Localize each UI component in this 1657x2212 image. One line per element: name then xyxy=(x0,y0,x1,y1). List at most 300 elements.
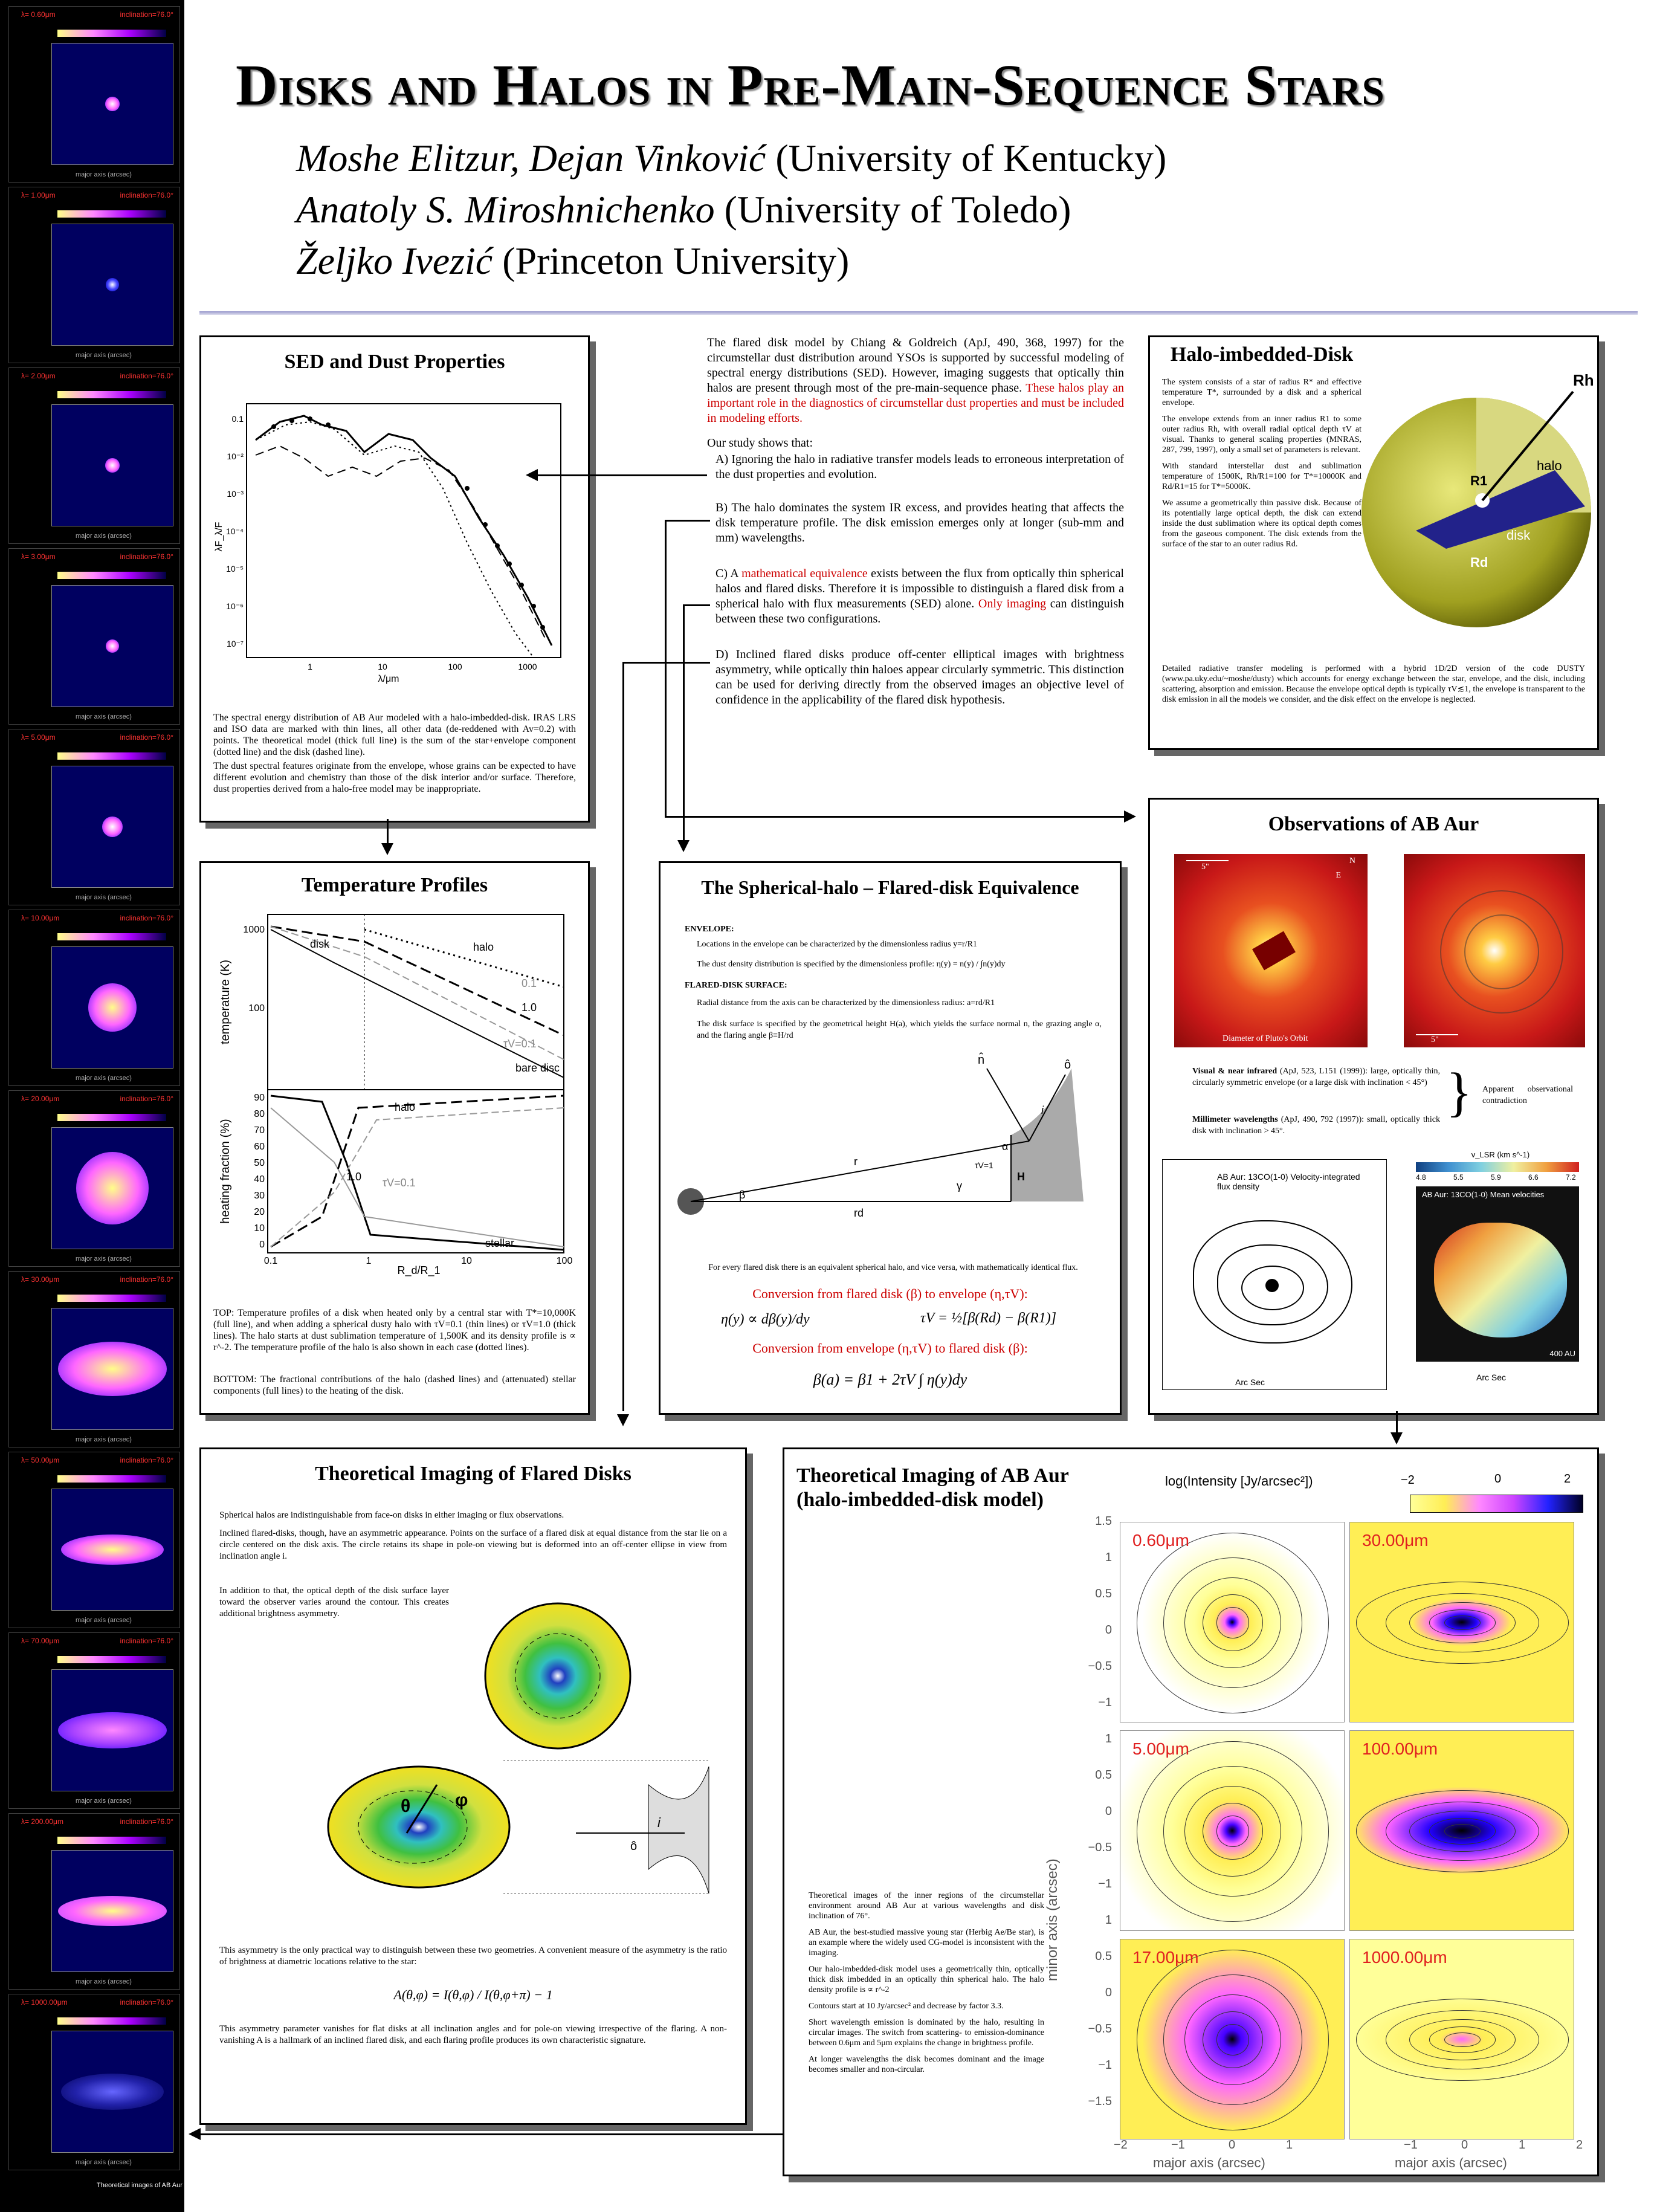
frame-inclination: inclination=76.0° xyxy=(120,1817,173,1826)
ytick: −1.5 xyxy=(1088,2095,1112,2108)
frame-lambda: λ= 20.00μm xyxy=(21,1095,60,1103)
frame-blob xyxy=(61,1534,164,1565)
frame-lambda: λ= 30.00μm xyxy=(21,1275,60,1284)
point-c-1: C) A xyxy=(715,567,742,580)
vlabel: v_LSR (km s^-1) xyxy=(1471,1150,1530,1159)
vis-heading: Visual & near infrared xyxy=(1192,1067,1277,1076)
sed-caption-1: The spectral energy distribution of AB Aur modeled with a halo-imbedded-disk. IRAS LRS and ISO data are marked with thin lines, all other data (de-reddened with Av=0.2) with points. The theoretical model (thick full line) is the sum of the star+envelope component (dotted line) and the disk (dashed line). xyxy=(213,713,576,757)
au-label: 400 AU xyxy=(1549,1349,1575,1358)
author-line-1 xyxy=(296,136,1166,181)
velocity-blob xyxy=(1434,1223,1567,1337)
inclined-disk xyxy=(328,1767,509,1887)
author-affil: (University of Kentucky) xyxy=(766,137,1167,179)
frame-xlabel: major axis (arcsec) xyxy=(76,171,132,178)
point-b: B) The halo dominates the system IR excess, and provides heating that affects the disk temperature profile. The disk emission emerges only at longer (sub-mm and mm) wavelengths. xyxy=(715,501,1124,545)
sed-xtick: 1000 xyxy=(518,662,537,671)
intro-lead: Our study shows that: xyxy=(707,436,813,450)
temp-axes-bottom xyxy=(268,1090,564,1253)
frame-blob xyxy=(106,639,119,653)
ytick: −0.5 xyxy=(1088,1660,1112,1673)
halo-p4: We assume a geometrically thin passive disk. Because of its potentially large optical depth, the disk can extend inside the dust sublimation where its optical depth comes from the gaseous component. The disk extends from the surface of the star to an outer radius Rd. xyxy=(1162,499,1361,549)
strip-frame xyxy=(8,367,180,544)
frame-lambda: λ= 0.60μm xyxy=(21,10,56,19)
temp-ytick: 0 xyxy=(259,1240,265,1250)
point-c-red2: Only imaging xyxy=(978,597,1047,610)
frame-blob xyxy=(61,2074,164,2110)
author-names: Željko Ivezić xyxy=(296,239,493,282)
ring-overlay-2 xyxy=(1440,890,1563,1014)
frame-xlabel: major axis (arcsec) xyxy=(76,1075,132,1082)
halo-p3: With standard interstellar dust and sublimation temperature of 1500K, Rh/R1=100 for T*=10000K and Rd/R1=15 for T*=5000K. xyxy=(1162,462,1361,491)
lbl-n: n̂ xyxy=(978,1053,985,1067)
halo-text xyxy=(1162,377,1361,549)
arrow-sed-to-temp xyxy=(387,819,389,846)
sed-ytick: 0.1 xyxy=(231,414,244,424)
disk-profile xyxy=(872,1069,1084,1201)
flared-p4: This asymmetry is the only practical way to distinguish between these two geometries. A convenient measure of the asymmetry is the ratio of brightness at diametric locations relative to the star: xyxy=(219,1945,727,1967)
frame-colorbar xyxy=(57,30,166,37)
frame-inclination: inclination=76.0° xyxy=(120,552,173,561)
cusp-profile xyxy=(648,1767,709,1893)
ytick: 0 xyxy=(1105,1986,1112,1999)
wavelength-label: 1000.00μm xyxy=(1362,1948,1447,1967)
ab-t1: Theoretical images of the inner regions of the circumstellar environment around AB Aur at various wavelengths and disk inclination of 76°. xyxy=(809,1891,1044,1921)
frame-xlabel: major axis (arcsec) xyxy=(76,1978,132,1985)
frame-colorbar xyxy=(57,1475,166,1483)
xtick: 1 xyxy=(1286,2138,1293,2152)
obs-image-2 xyxy=(1404,854,1585,1047)
frame-xlabel: major axis (arcsec) xyxy=(76,1436,132,1443)
frame-lambda: λ= 10.00μm xyxy=(21,914,60,922)
sed-ytick: 10⁻⁵ xyxy=(226,564,244,574)
cbar-label: log(Intensity [Jy/arcsec²]) xyxy=(1165,1473,1313,1489)
xtick: 2 xyxy=(1576,2138,1583,2152)
frame-image xyxy=(51,766,173,888)
contour-rings xyxy=(1350,1522,1574,1722)
lbl-r: r xyxy=(854,1156,858,1168)
frame-xlabel: major axis (arcsec) xyxy=(76,1617,132,1624)
xtick: 1 xyxy=(1519,2138,1526,2152)
author-affil: (Princeton University) xyxy=(493,239,850,282)
co-label-2: AB Aur: 13CO(1-0) Mean velocities xyxy=(1422,1190,1545,1199)
cbar-tick: 2 xyxy=(1564,1472,1571,1486)
velocity-tick: 4.8 xyxy=(1416,1173,1426,1182)
temp-ytick: 10 xyxy=(254,1223,265,1234)
co-velocity-plot xyxy=(1404,1150,1585,1392)
sed-ytick: 10⁻³ xyxy=(227,489,244,499)
sed-plot xyxy=(213,398,576,688)
wavelength-label: 100.00μm xyxy=(1362,1739,1438,1758)
author-names: Anatoly S. Miroshnichenko xyxy=(296,188,715,231)
obs-mm xyxy=(1192,1114,1440,1137)
frame-colorbar xyxy=(57,210,166,218)
frame-xlabel: major axis (arcsec) xyxy=(76,894,132,901)
scale-label: 5" xyxy=(1201,862,1209,872)
eq-2: β(a) = β1 + 2τV ∫ η(y)dy xyxy=(813,1371,967,1388)
strip-frame xyxy=(8,1994,180,2170)
velocity-tick: 5.5 xyxy=(1453,1173,1464,1182)
ytick: 1 xyxy=(1105,1913,1112,1927)
east-label: E xyxy=(1336,871,1341,880)
lbl-halo2: halo xyxy=(395,1101,416,1113)
frame-lambda: λ= 3.00μm xyxy=(21,552,56,561)
frame-image xyxy=(51,946,173,1069)
ab-t3: Our halo-imbedded-disk model uses a geometrically thin, optically thick disk imbedded in an optically thin spherical halo. The halo density profile is ∝ r^-2 xyxy=(809,1965,1044,1994)
equiv-text xyxy=(685,923,1102,1041)
strip-frame xyxy=(8,1632,180,1809)
halo-diagram xyxy=(1355,349,1594,664)
strip-frame xyxy=(8,910,180,1086)
frame-lambda: λ= 2.00μm xyxy=(21,372,56,380)
lbl-beta: β xyxy=(739,1189,746,1201)
env-2: The dust density distribution is specified by the dimensionless profile: η(y) = n(y) / ∫n(y)dy xyxy=(697,960,1006,969)
frame-colorbar xyxy=(57,752,166,760)
xlabel-1: major axis (arcsec) xyxy=(1153,2155,1265,2170)
temp-ytick: 90 xyxy=(254,1093,265,1103)
ytick: 0.5 xyxy=(1095,1587,1112,1600)
contour-rings xyxy=(1350,1731,1574,1930)
ab-t2: AB Aur, the best-studied massive young star (Herbig Ae/Be star), is an example where the widely used CG-model is inconsistent with the imaging. xyxy=(809,1928,1044,1958)
fd-1: Radial distance from the axis can be characterized by the dimensionless radius: a=rd/R1 xyxy=(697,998,995,1007)
velocity-tick: 7.2 xyxy=(1566,1173,1576,1182)
lbl-r1: R1 xyxy=(1470,473,1488,488)
arrow-to-obs xyxy=(665,816,1124,818)
contour-rings xyxy=(1350,1939,1574,2139)
eq-1b: τV = ½[β(Rd) − β(R1)] xyxy=(920,1310,1057,1326)
conv-2: Conversion from envelope (η,τV) to flared disk (β): xyxy=(752,1340,1028,1356)
frame-colorbar xyxy=(57,572,166,579)
contour-ring xyxy=(1216,1816,1250,1847)
equiv-panel xyxy=(659,861,1122,1415)
frame-xlabel: major axis (arcsec) xyxy=(76,532,132,540)
contour-ring xyxy=(1444,1824,1481,1838)
ytick: 1.5 xyxy=(1095,1515,1112,1528)
temp-ylabel-top: temperature (K) xyxy=(219,959,232,1045)
velocity-tick: 6.6 xyxy=(1528,1173,1539,1182)
temp-ytick: 50 xyxy=(254,1158,265,1168)
point-c-3: can distinguish between these two configurations. xyxy=(715,597,1125,626)
contour-ring xyxy=(1216,1607,1250,1638)
contour-ring xyxy=(1444,1615,1481,1630)
arcsec-label: Arc Sec xyxy=(1235,1377,1265,1387)
lbl-o: ô xyxy=(1064,1058,1071,1072)
env-heading: ENVELOPE: xyxy=(685,925,734,934)
scale-bar xyxy=(1186,860,1229,861)
lbl-theta: θ xyxy=(401,1796,411,1816)
halo-p5: Detailed radiative transfer modeling is performed with a hybrid 1D/2D version of the code DUSTY (www.pa.uky.edu/~moshe/dusty) which accounts for energy exchange between the star, envelope, and the disk, including scattering, absorption and emission. Because the envelope optical depth is typically τV≲1, the envelope is transparent to the disk emission in all the models we consider, and the disk effect on the envelope is neglected. xyxy=(1162,664,1585,704)
fd-2: The disk surface is specified by the geometrical height H(a), which yields the surface normal n, the grazing angle α, and the flaring angle β≡H/rd xyxy=(697,1020,1102,1040)
lbl-tau: τV=0.1 xyxy=(503,1038,537,1050)
sed-axes xyxy=(247,404,561,658)
strip-frame xyxy=(8,1813,180,1990)
flared-disk-diagram xyxy=(673,1050,1108,1250)
frame-blob xyxy=(88,983,137,1032)
mm-text: (ApJ, 490, 792 (1997)): small, optically thick disk with inclination > 45°. xyxy=(1192,1115,1440,1136)
frame-image xyxy=(51,1489,173,1611)
cbar-tick: −2 xyxy=(1401,1473,1415,1487)
frame-lambda: λ= 50.00μm xyxy=(21,1456,60,1464)
frame-inclination: inclination=76.0° xyxy=(120,10,173,19)
temp-top-caption: TOP: Temperature profiles of a disk when heated only by a central star with T*=10,000K (full line), and when adding a spherical dusty halo with τV=0.1 (thin lines) or τV=1.0 (thick lines). The halo starts at dust sublimation temperature of 1,500K and its density profile is ∝ r^-2. The temperature profile of the halo is also shown in each case (dotted lines). xyxy=(213,1308,576,1353)
frame-colorbar xyxy=(57,2017,166,2025)
co-label: AB Aur: 13CO(1-0) Velocity-integrated flux density xyxy=(1217,1172,1360,1191)
contour-ring xyxy=(1444,2033,1481,2047)
temp-panel xyxy=(199,861,590,1415)
obs-panel xyxy=(1148,798,1599,1415)
author-line-2 xyxy=(296,187,1071,232)
ytick: 1 xyxy=(1105,1732,1112,1745)
contour-rings xyxy=(1120,1939,1344,2139)
frame-blob xyxy=(76,1152,149,1224)
frame-blob xyxy=(105,97,120,111)
panel-title: Halo-imbedded-Disk xyxy=(1170,343,1354,366)
sed-xtick: 10 xyxy=(378,662,387,671)
model-image-panel xyxy=(1349,1522,1574,1722)
frame-xlabel: major axis (arcsec) xyxy=(76,1255,132,1263)
frame-colorbar xyxy=(57,1295,166,1302)
frame-blob xyxy=(102,817,123,837)
equiv-every: For every flared disk there is an equivalent spherical halo, and vice versa, with mathematically identical flux. xyxy=(708,1263,1078,1272)
panel-title: Observations of AB Aur xyxy=(1268,813,1479,835)
ytick: 0 xyxy=(1105,1623,1112,1637)
author-affil: (University of Toledo) xyxy=(714,188,1071,231)
ytick: 1 xyxy=(1105,1551,1112,1564)
temp-xtick: 1 xyxy=(366,1256,372,1266)
abaur-text xyxy=(809,1890,1044,2075)
frame-inclination: inclination=76.0° xyxy=(120,914,173,922)
lbl-bare: bare disc xyxy=(515,1062,560,1074)
arrow-head xyxy=(381,843,393,855)
panel-title: Temperature Profiles xyxy=(301,874,488,896)
frame-blob xyxy=(58,1896,167,1926)
arrow-head xyxy=(677,840,690,852)
flared-diagram xyxy=(322,1603,733,1930)
arrow-c xyxy=(683,604,710,606)
intro-p1-red: These halos play an important role in the diagnostics of circumstellar dust properties and must be included in modeling efforts. xyxy=(707,381,1124,425)
strip-frame xyxy=(8,1452,180,1628)
strip-frame xyxy=(8,6,180,183)
ab-t6: At longer wavelengths the disk becomes dominant and the image becomes smaller and non-circular. xyxy=(809,2055,1044,2074)
arrow-to-strip xyxy=(199,2133,783,2135)
sed-panel xyxy=(199,335,590,823)
arrow-head xyxy=(189,2128,201,2140)
sed-ytick: 10⁻⁴ xyxy=(226,526,244,536)
velocity-map xyxy=(1416,1186,1579,1362)
arcsec-label-2: Arc Sec xyxy=(1476,1373,1507,1382)
point-a: A) Ignoring the halo in radiative transfer models leads to erroneous interpretation of the dust properties and evolution. xyxy=(715,453,1124,481)
arrow-head xyxy=(526,469,538,481)
wavelength-label: 0.60μm xyxy=(1132,1531,1189,1550)
env-1: Locations in the envelope can be characterized by the dimensionless radius y=r/R1 xyxy=(697,940,977,949)
arrow-obs-to-img xyxy=(1396,1411,1398,1435)
lbl-phi: φ xyxy=(455,1790,468,1810)
strip-footer: Theoretical images of AB Aur xyxy=(97,2182,182,2189)
temp-ytick: 100 xyxy=(248,1003,265,1014)
arrow-d-vertical xyxy=(622,662,624,1411)
ytick: 0 xyxy=(1105,1805,1112,1818)
point-c-red: mathematical equivalence xyxy=(741,567,868,580)
frame-xlabel: major axis (arcsec) xyxy=(76,2159,132,2166)
temp-ytick: 70 xyxy=(254,1125,265,1136)
strip-frame xyxy=(8,729,180,905)
ytick: −1 xyxy=(1098,2058,1112,2072)
abaur-panel xyxy=(783,1447,1599,2176)
strip-frame xyxy=(8,1271,180,1447)
lbl-halo: halo xyxy=(473,941,494,953)
arrow-b xyxy=(665,520,710,522)
stellar-thin xyxy=(271,1108,564,1247)
ab-t5: Short wavelength emission is dominated by the halo, resulting in circular images. The switch from scattering- to emission-dominance between 0.6μm and 5μm explains the change in brightness profile. xyxy=(809,2018,1044,2048)
contour-ring xyxy=(1216,2024,1250,2055)
lbl-disk: disk xyxy=(310,938,330,950)
lbl-rh: Rh xyxy=(1573,371,1594,389)
obs-image-1 xyxy=(1174,854,1368,1047)
velocity-colorbar xyxy=(1416,1162,1579,1172)
lbl-i: i xyxy=(657,1815,661,1830)
ytick: 0.5 xyxy=(1095,1768,1112,1782)
lbl-tau1: τV=1 xyxy=(975,1160,993,1170)
point-c xyxy=(707,566,1124,627)
frame-image xyxy=(51,1127,173,1249)
arrow-b-vertical xyxy=(665,520,667,816)
sed-xlabel: λ/μm xyxy=(378,674,399,684)
arrow-d xyxy=(622,662,710,664)
sed-ytick: 10⁻⁷ xyxy=(226,639,244,648)
xlabel-2: major axis (arcsec) xyxy=(1395,2155,1507,2170)
lbl-H: H xyxy=(1017,1171,1025,1183)
xtick: −2 xyxy=(1114,2138,1128,2152)
temp-xlabel: R_d/R_1 xyxy=(397,1264,441,1276)
lbl-o: ô xyxy=(630,1840,638,1853)
vis-text: (ApJ, 523, L151 (1999)): large, optically thin, circularly symmetric envelope (or a large disk with inclination < 45°) xyxy=(1192,1067,1441,1087)
intro-para xyxy=(707,335,1124,426)
strip-frame xyxy=(8,1090,180,1267)
frame-image xyxy=(51,1308,173,1430)
frame-image xyxy=(51,585,173,707)
ylabel: minor axis (arcsec) xyxy=(1044,1858,1061,1981)
wavelength-label: 17.00μm xyxy=(1132,1948,1199,1967)
frame-xlabel: major axis (arcsec) xyxy=(76,713,132,720)
temp-ytick: 40 xyxy=(254,1174,265,1185)
halo-p2: The envelope extends from an inner radius R1 to some outer radius Rh, with overall radial optical depth τV at visual. Thanks to general scaling properties (MNRAS, 287, 799, 1997), only a small set of parameters is relevant. xyxy=(1162,415,1361,454)
coronagraph-mask xyxy=(1252,931,1296,971)
north-label: N xyxy=(1349,856,1355,865)
image-strip xyxy=(0,0,184,2212)
sed-xtick: 1 xyxy=(308,662,312,671)
mm-heading: Millimeter wavelengths xyxy=(1192,1115,1278,1124)
temp-ytick: 60 xyxy=(254,1142,265,1152)
xtick: 0 xyxy=(1229,2138,1236,2152)
frame-colorbar xyxy=(57,391,166,398)
point-d: D) Inclined flared disks produce off-center elliptical images with brightness asymmetry, while optically thin haloes appear circularly symmetric. This distinction can be used for deriving directly from the observed images an objective level of confidence in the applicability of the flared disk hypothesis. xyxy=(715,648,1124,707)
co-contour-plot xyxy=(1162,1159,1387,1390)
intro-text xyxy=(707,335,1124,708)
conv-1: Conversion from flared disk (β) to envelope (η,τV): xyxy=(752,1286,1028,1301)
flared-p2: Inclined flared-disks, though, have an asymmetric appearance. Points on the surface of a flared disk at equal distance from the star lie on a circle centered on the disk axis. The circle retains its shape in pole-on viewing but is deformed into an off-center ellipse in view from inclination angle i. xyxy=(219,1528,727,1561)
fd-heading: FLARED-DISK SURFACE: xyxy=(685,981,787,990)
temp-ytick: 20 xyxy=(254,1207,265,1217)
temp-plot xyxy=(213,908,576,1277)
lbl-gamma: γ xyxy=(957,1180,962,1192)
wavelength-label: 30.00μm xyxy=(1362,1531,1429,1550)
frame-colorbar xyxy=(57,1114,166,1121)
lbl-i: i xyxy=(1041,1104,1044,1116)
contour-rings xyxy=(1120,1522,1344,1722)
panel-title: The Spherical-halo – Flared-disk Equivalence xyxy=(701,876,1079,898)
asym-eq: A(θ,φ) = I(θ,φ) / I(θ,φ+π) − 1 xyxy=(393,1987,553,2002)
halo-fraction-thin xyxy=(271,1108,564,1247)
strip-frame xyxy=(8,187,180,363)
lbl-disk: disk xyxy=(1507,528,1531,543)
sed-ylabel: λF_λ/F xyxy=(214,522,224,552)
xtick: −1 xyxy=(1171,2138,1185,2152)
brace: } xyxy=(1446,1062,1473,1122)
lbl-alpha: α xyxy=(1002,1140,1009,1153)
sed-ytick: 10⁻⁶ xyxy=(226,601,244,611)
frame-image xyxy=(51,43,173,165)
lbl-10: 1.0 xyxy=(522,1001,537,1014)
frame-inclination: inclination=76.0° xyxy=(120,1095,173,1103)
frame-blob xyxy=(58,1342,167,1396)
arrow-a-to-sed xyxy=(532,474,707,476)
frame-image xyxy=(51,1850,173,1972)
model-image-panel xyxy=(1120,1522,1345,1722)
frame-blob xyxy=(58,1712,167,1748)
frame-inclination: inclination=76.0° xyxy=(120,1637,173,1645)
apparent-text: Apparent observational contradiction xyxy=(1482,1085,1573,1105)
title-divider xyxy=(199,311,1638,315)
frame-inclination: inclination=76.0° xyxy=(120,1456,173,1464)
face-on-disk xyxy=(485,1603,630,1748)
arrow-head xyxy=(1124,810,1136,823)
temp-ytick: 30 xyxy=(254,1191,265,1201)
star-marker xyxy=(1265,1279,1279,1292)
panel-subtitle: (halo-imbedded-disk model) xyxy=(796,1489,1044,1511)
velocity-ticks xyxy=(1416,1173,1579,1183)
y-ticks xyxy=(1068,1515,1117,2138)
flared-p1: Spherical halos are indistinguishable from face-on disks in either imaging or flux observations. xyxy=(219,1510,564,1520)
poster-title: Disks and Halos in Pre-Main-Sequence Stars xyxy=(236,53,1385,117)
scale-label: 5" xyxy=(1431,1035,1439,1044)
halo-p1: The system consists of a star of radius R* and effective temperature T*, surrounded by a disk and a spherical envelope. xyxy=(1162,378,1361,407)
xtick: 0 xyxy=(1461,2138,1468,2152)
intro-p1: The flared disk model by Chiang & Goldreich (ApJ, 490, 368, 1997) for the circumstellar dust distribution around YSOs is supported by successful modeling of spectral energy distributions (SED). However, imaging suggests that optically thin halos are present through most of the pre-main-sequence phase. xyxy=(707,336,1124,395)
ytick: −0.5 xyxy=(1088,1841,1112,1854)
lbl-stellar: stellar xyxy=(485,1237,515,1249)
temp-xtick: 0.1 xyxy=(263,1256,278,1266)
temp-xtick: 100 xyxy=(556,1256,573,1266)
pluto-label: Diameter of Pluto's Orbit xyxy=(1223,1034,1308,1043)
cbar-tick: 0 xyxy=(1494,1472,1502,1486)
eq-1a: η(y) ∝ dβ(y)/dy xyxy=(721,1311,810,1327)
panel-title: SED and Dust Properties xyxy=(284,351,505,373)
lbl-halo: halo xyxy=(1537,458,1562,473)
sed-ytick: 10⁻² xyxy=(227,451,244,461)
strip-frame xyxy=(8,548,180,725)
flared-p5: This asymmetry parameter vanishes for flat disks at all inclination angles and for pole-on viewing irrespective of the flaring. A non-vanishing A is a hallmark of an inclined flared disk, and each flaring profile produces its own characteristic signature. xyxy=(219,2024,727,2045)
sed-caption-2: The dust spectral features originate from the envelope, whose grains can be expected to have different evolution and chemistry than those of the disk interior and/or surface. Therefore, dust properties derived from a halo-free model may be inappropriate. xyxy=(213,761,576,794)
model-image-panel xyxy=(1349,1939,1574,2139)
halo-panel xyxy=(1148,335,1599,750)
frame-inclination: inclination=76.0° xyxy=(120,372,173,380)
frame-blob xyxy=(106,278,119,291)
ab-t4: Contours start at 10 Jy/arcsec² and decrease by factor 3.3. xyxy=(809,2002,1004,2011)
frame-image xyxy=(51,2031,173,2153)
intensity-colorbar xyxy=(1410,1495,1583,1513)
frame-lambda: λ= 5.00μm xyxy=(21,733,56,742)
frame-colorbar xyxy=(57,1837,166,1844)
normal-line xyxy=(987,1069,1029,1141)
